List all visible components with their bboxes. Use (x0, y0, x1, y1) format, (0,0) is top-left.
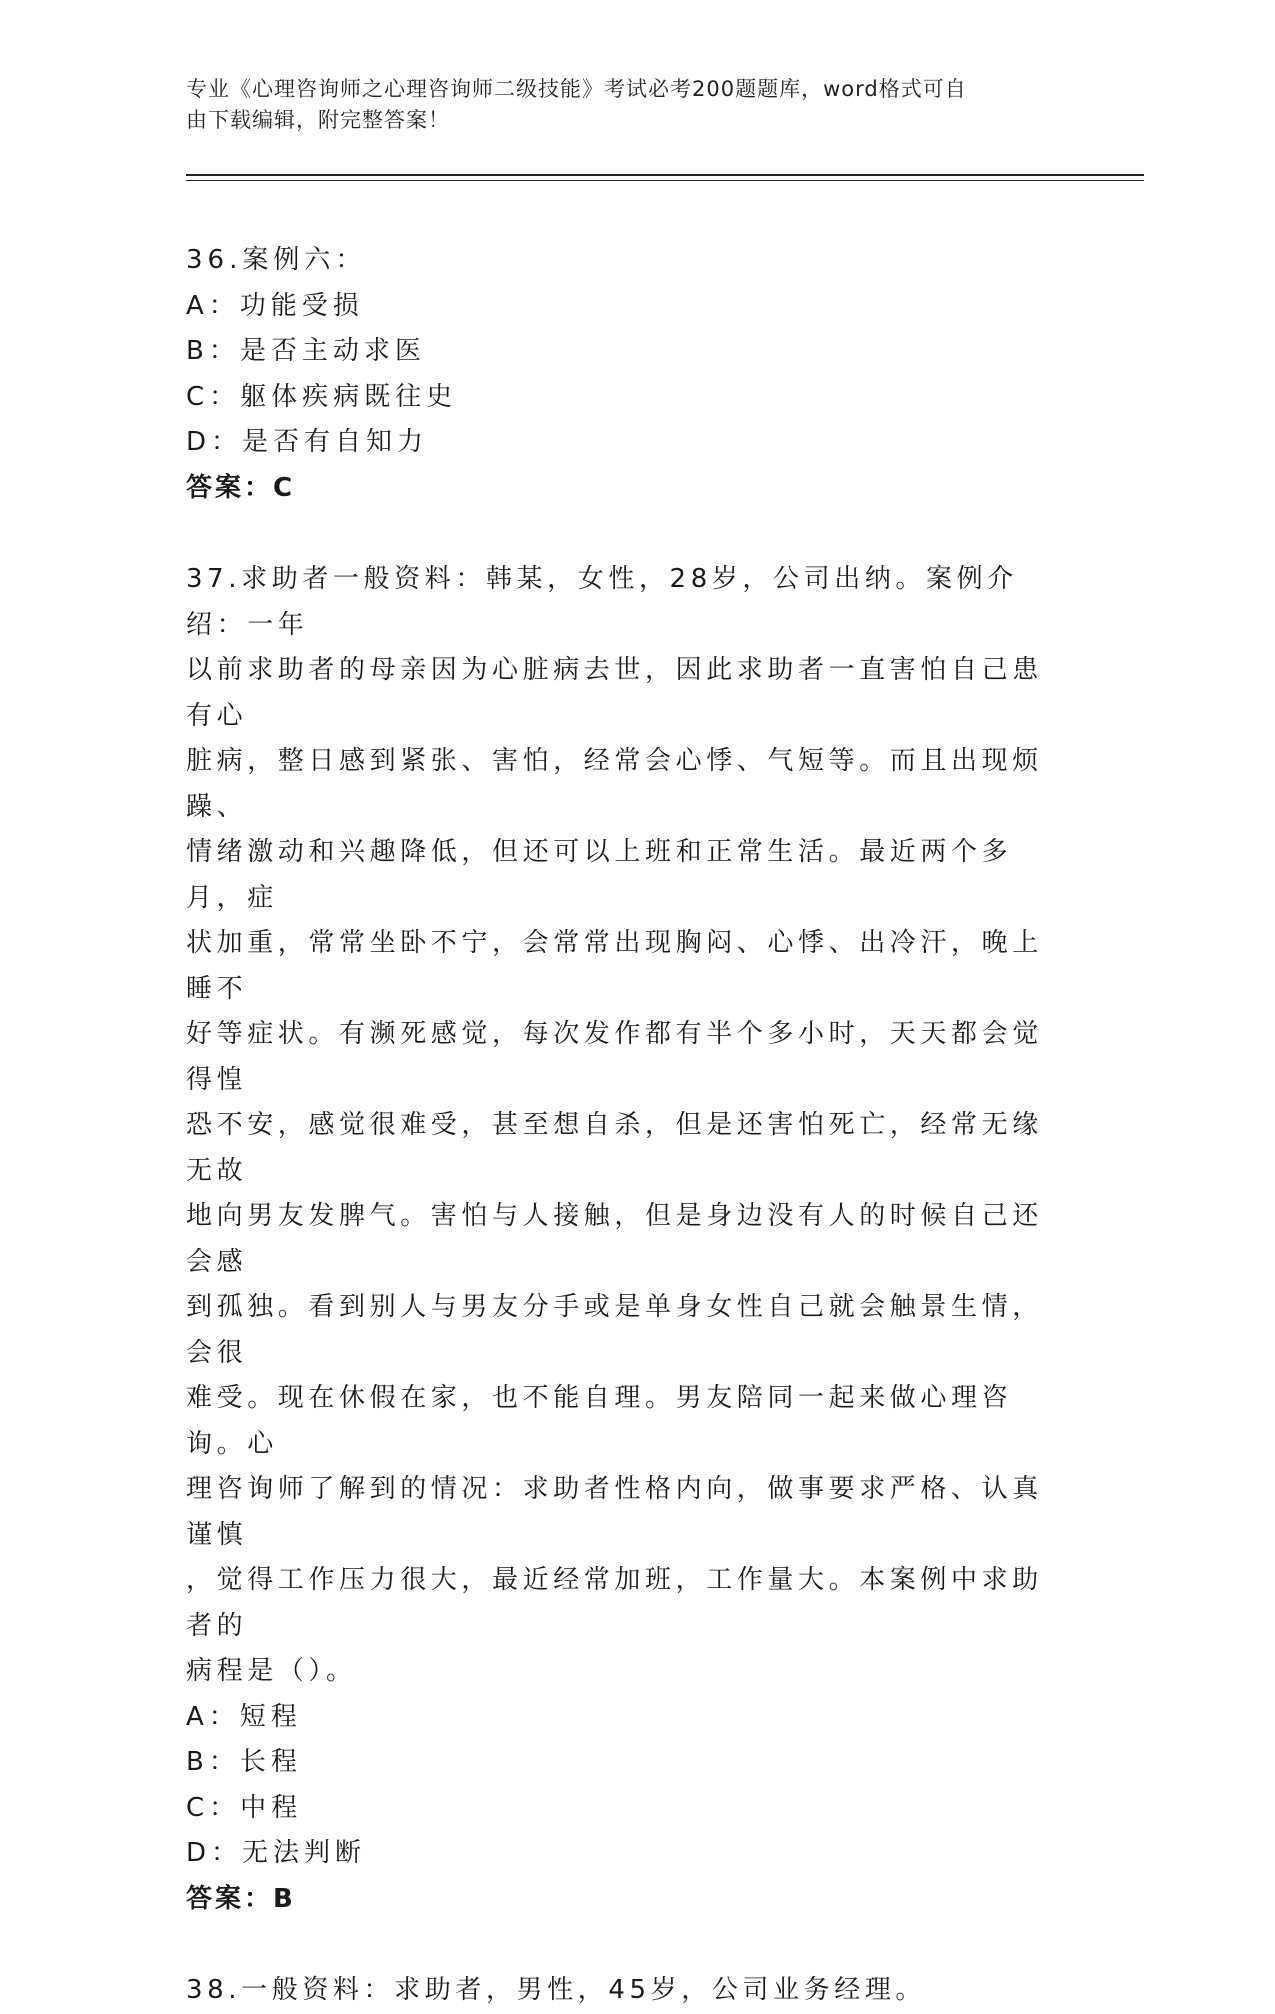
option-a: A：功能受损 (186, 290, 364, 321)
answer: 答案：B (186, 1883, 296, 1914)
option-a: A：短程 (186, 1701, 302, 1732)
question-stem-line: 好等症状。有濒死感觉，每次发作都有半个多小时，天天都会觉得惶 (186, 1019, 1043, 1095)
question-stem-line: 病程是（）。 (186, 1656, 357, 1686)
option-c: C：中程 (186, 1792, 303, 1823)
question-stem-line: 情绪激动和兴趣降低，但还可以上班和正常生活。最近两个多月，症 (186, 837, 1013, 913)
option-c: C：躯体疾病既往史 (186, 381, 458, 412)
question-stem-line: 到孤独。看到别人与男友分手或是单身女性自己就会触景生情，会很 (186, 1292, 1043, 1368)
question-stem-line: 以前求助者的母亲因为心脏病去世，因此求助者一直害怕自己患有心 (186, 655, 1043, 731)
question-38 (186, 1968, 1066, 2014)
header-line-1: 专业《心理咨询师之心理咨询师二级技能》考试必考200题题库，word格式可自 (186, 77, 967, 101)
question-stem-line: 状加重，常常坐卧不宁，会常常出现胸闷、心悸、出冷汗，晚上睡不 (186, 928, 1043, 1004)
question-36 (186, 238, 1066, 511)
question-spacer (186, 1922, 1066, 1968)
option-d: D：是否有自知力 (186, 427, 429, 457)
header-divider-thin (186, 180, 1144, 181)
question-stem-line: 理咨询师了解到的情况：求助者性格内向，做事要求严格、认真谨慎 (186, 1474, 1043, 1550)
question-stem-line: 地向男友发脾气。害怕与人接触，但是身边没有人的时候自己还会感 (186, 1201, 1043, 1277)
document-header (186, 74, 1066, 136)
question-stem-line: ，觉得工作压力很大，最近经常加班，工作量大。本案例中求助者的 (186, 1565, 1043, 1641)
answer: 答案：C (186, 472, 296, 503)
question-stem-line: 恐不安，感觉很难受，甚至想自杀，但是还害怕死亡，经常无缘无故 (186, 1110, 1043, 1186)
option-d: D：无法判断 (186, 1838, 367, 1868)
option-b: B：是否主动求医 (186, 336, 426, 366)
question-stem-line: 37.求助者一般资料：韩某，女性，28岁，公司出纳。案例介绍：一年 (186, 564, 1018, 640)
header-divider-thick (186, 174, 1144, 176)
question-spacer (186, 511, 1066, 557)
option-b: B：长程 (186, 1747, 302, 1777)
question-stem: 38.一般资料：求助者，男性，45岁，公司业务经理。 (186, 1975, 927, 2005)
question-37 (186, 557, 1066, 1922)
question-stem: 36.案例六： (186, 245, 367, 275)
header-line-2: 由下载编辑，附完整答案！ (186, 108, 450, 132)
question-stem-line: 难受。现在休假在家，也不能自理。男友陪同一起来做心理咨询。心 (186, 1383, 1013, 1459)
question-list (186, 238, 1066, 2014)
question-stem-line: 脏病，整日感到紧张、害怕，经常会心悸、气短等。而且出现烦躁、 (186, 746, 1043, 822)
